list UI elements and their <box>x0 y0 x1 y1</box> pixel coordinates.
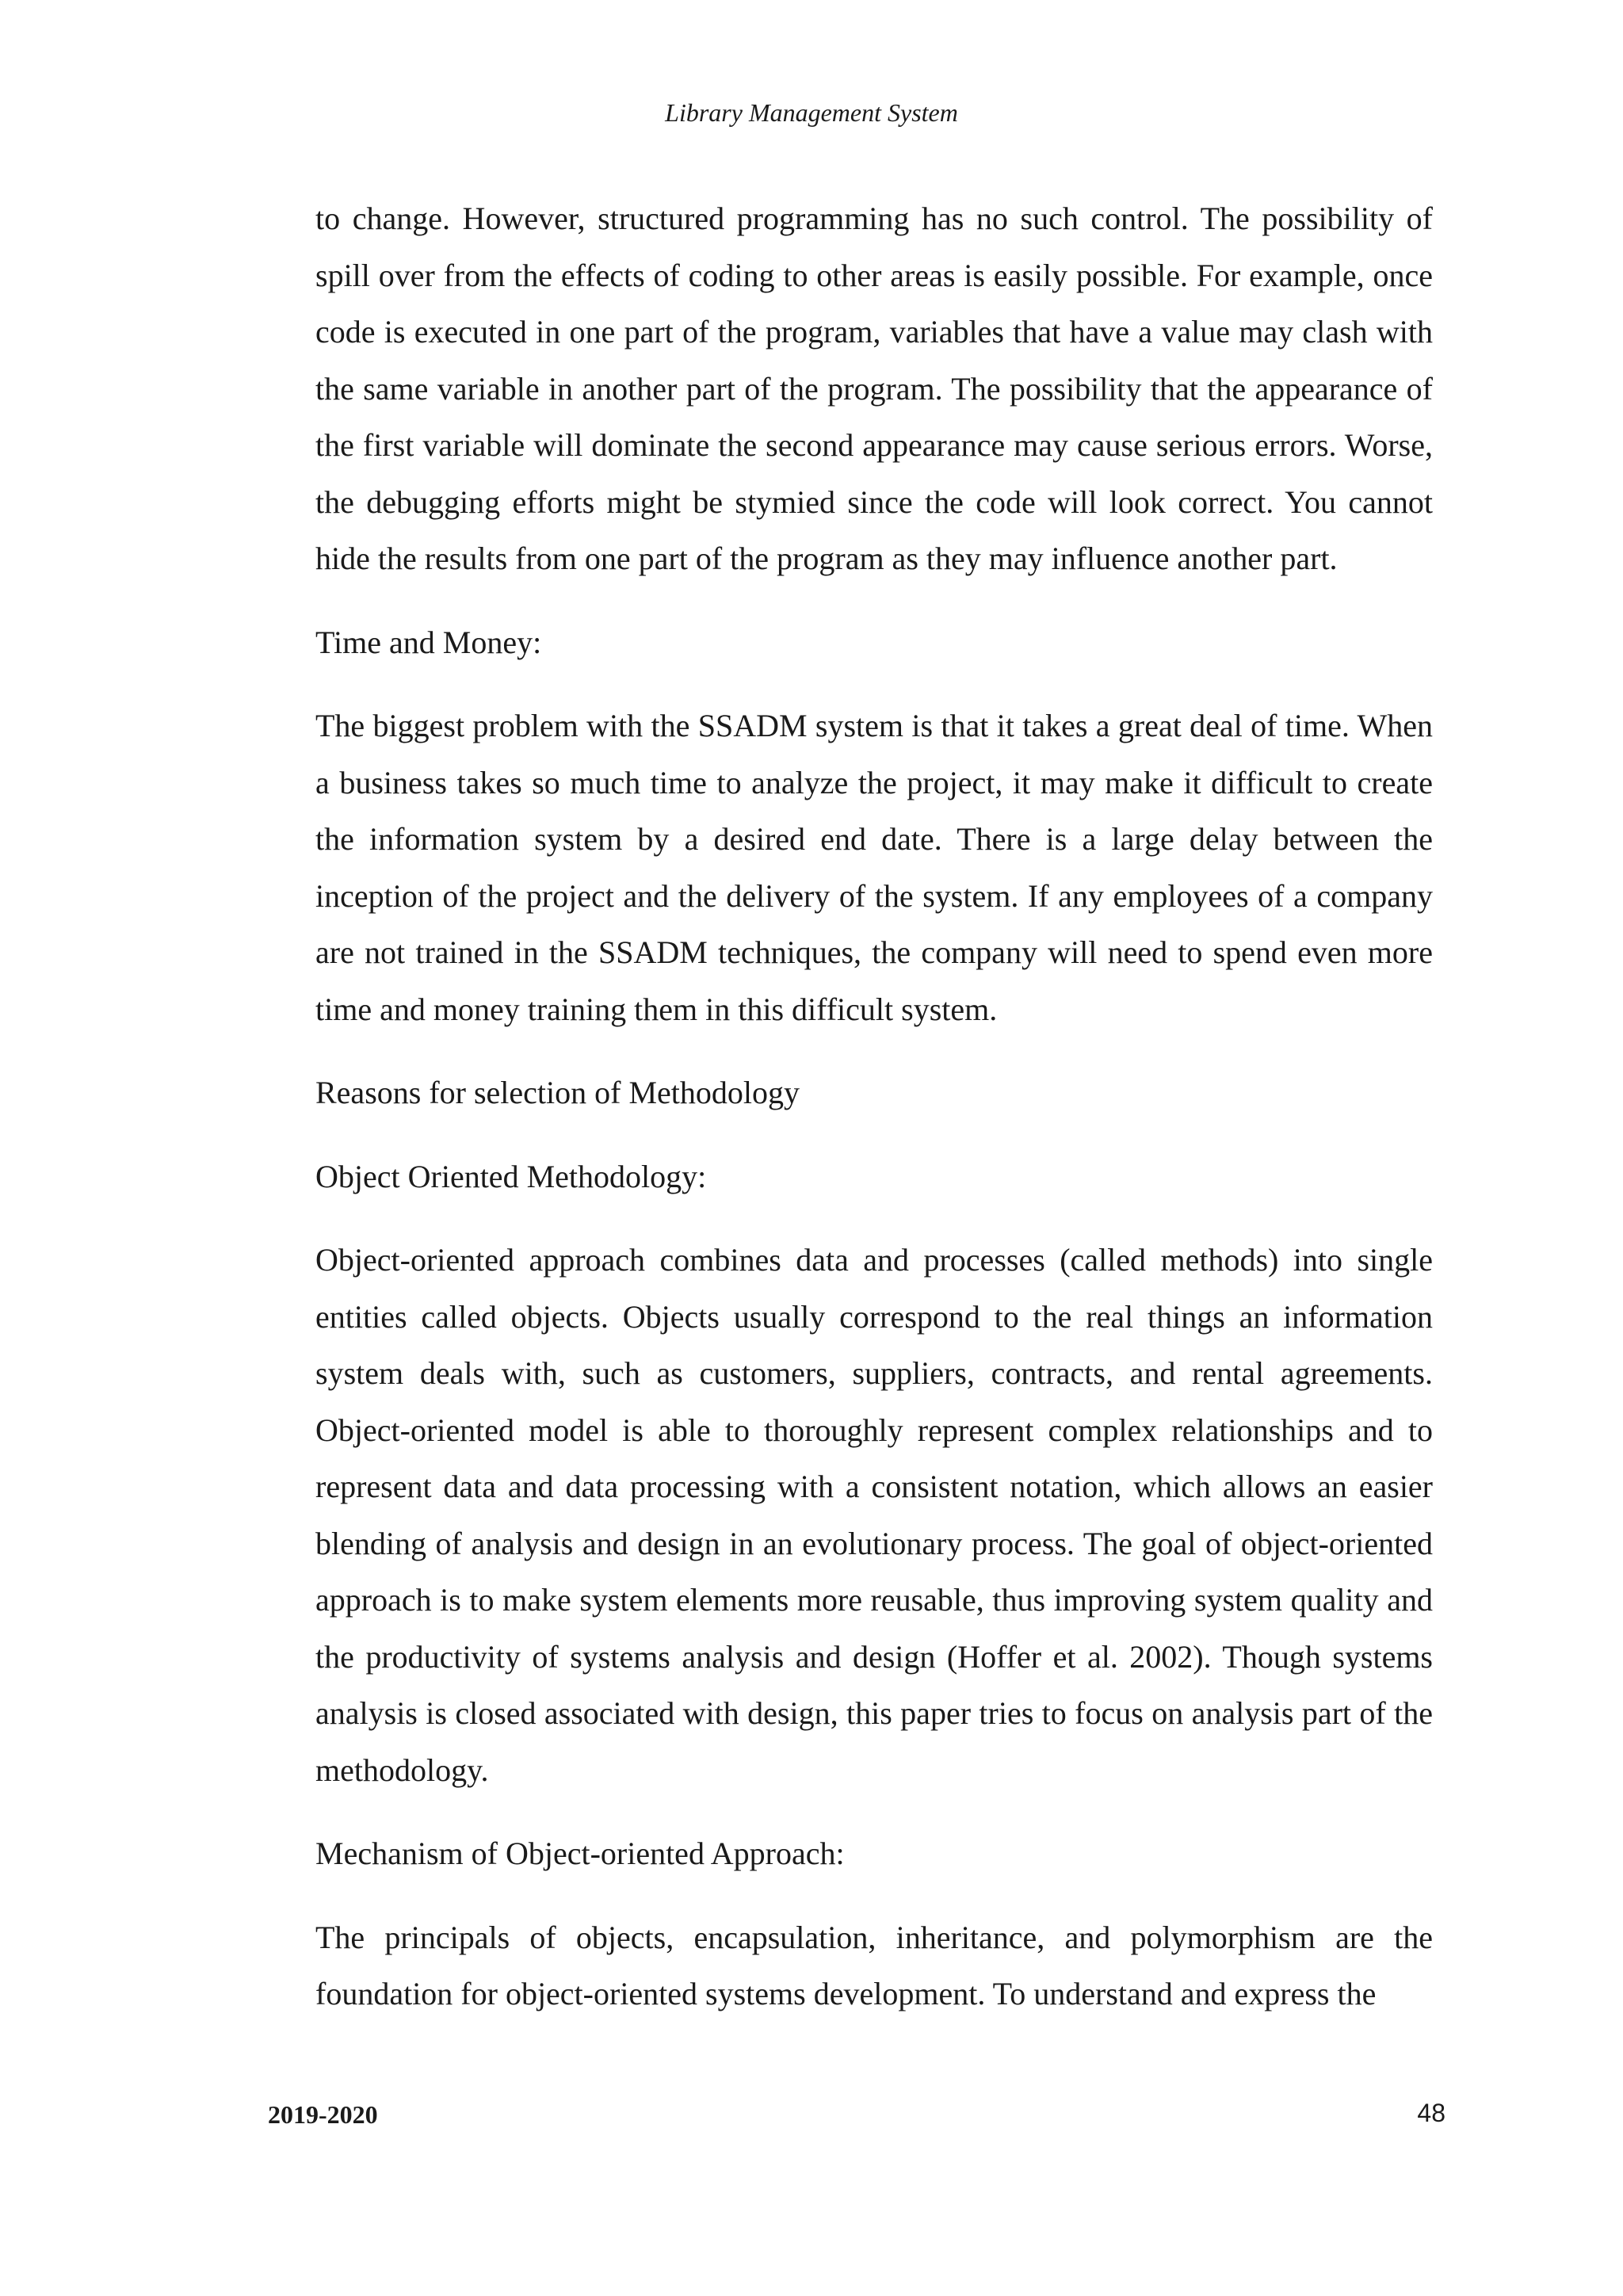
heading-reasons-for-selection: Reasons for selection of Methodology <box>315 1075 800 1110</box>
heading-object-oriented-methodology: Object Oriented Methodology: <box>315 1158 707 1194</box>
heading-mechanism: Mechanism of Object-oriented Approach: <box>315 1836 845 1871</box>
paragraph-principals-of-objects: The principals of objects, encapsulation, inheritance, and polymorphism are the foundation for object-oriented systems development. To understand and express the <box>315 1919 1433 2011</box>
paragraph-ssadm-time: The biggest problem with the SSADM system is that it takes a great deal of time. When a business takes so much time to analyze the project, it may make it difficult to create the information system by a desired end date. There is a large delay between the inception of the project and the delivery of the system. If any employees of a company are not trained in the SSADM techniques, the company will need to spend even more time and money training them in this difficult system. <box>315 708 1433 1027</box>
body-text <box>315 190 1433 2050</box>
heading-time-and-money: Time and Money: <box>315 624 542 660</box>
footer-academic-year: 2019-2020 <box>268 2100 378 2129</box>
running-header: Library Management System <box>665 98 958 127</box>
footer-page-number: 48 <box>1417 2099 1445 2127</box>
paragraph-structured-programming: to change. However, structured programming has no such control. The possibility of spill over from the effects of coding to other areas is easily possible. For example, once code is executed in one part of the program, variables that have a value may clash with the same variable in another part of the program. The possibility that the appearance of the first variable will dominate the second appearance may cause serious errors. Worse, the debugging efforts might be stymied since the code will look correct. You cannot hide the results from one part of the program as they may influence another part. <box>315 201 1433 576</box>
paragraph-object-oriented-approach: Object-oriented approach combines data and processes (called methods) into single entities called objects. Objects usually correspond to the real things an information system deals with, such as customers, suppliers, contracts, and rental agreements. Object-oriented model is able to thoroughly represent complex relationships and to represent data and data processing with a consistent notation, which allows an easier blending of analysis and design in an evolutionary process. The goal of object-oriented approach is to make system elements more reusable, thus improving system quality and the productivity of systems analysis and design (Hoffer et al. 2002). Though systems analysis is closed associated with design, this paper tries to focus on analysis part of the methodology. <box>315 1242 1433 1788</box>
